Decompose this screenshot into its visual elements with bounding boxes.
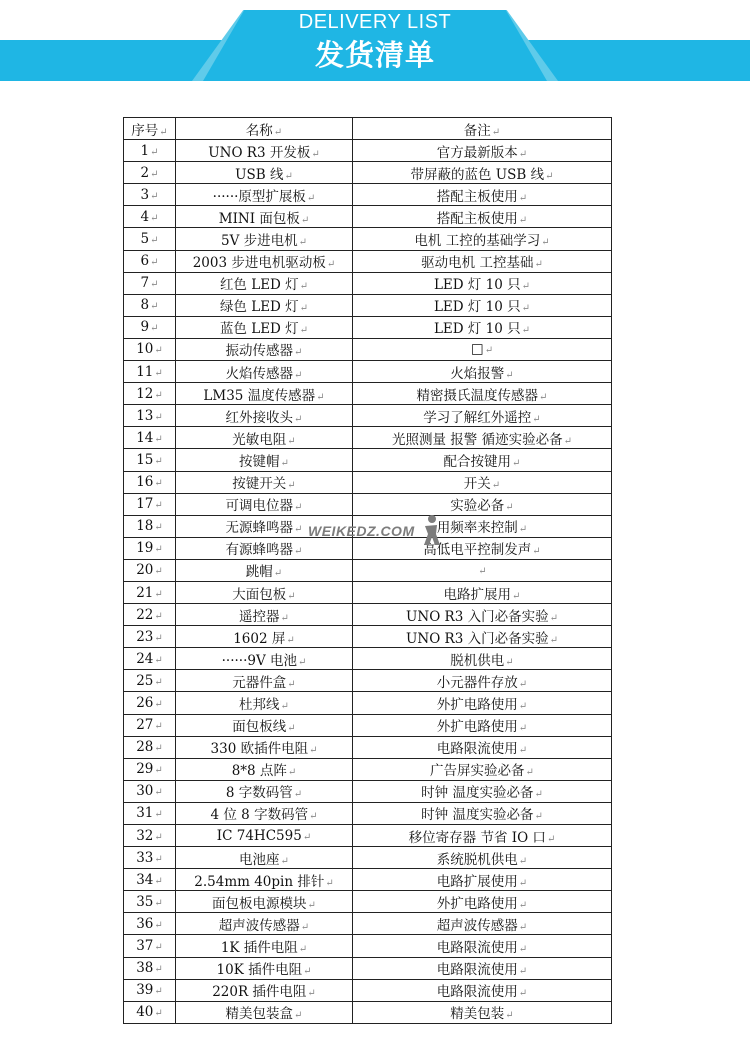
item-note: 电路限流使用↵: [353, 979, 612, 1001]
return-mark-icon: ↵: [309, 811, 318, 823]
return-mark-icon: ↵: [280, 855, 289, 867]
return-mark-icon: ↵: [307, 988, 316, 1000]
item-note: 外扩电路使用↵: [353, 714, 612, 736]
item-name: 5V 步进电机↵: [176, 228, 353, 250]
row-index: 26↵: [124, 692, 176, 714]
return-mark-icon: ↵: [518, 723, 528, 735]
table-row: [124, 405, 612, 427]
return-mark-icon: ↵: [505, 369, 514, 381]
item-name: 1602 屏↵: [176, 626, 353, 648]
table-row: [124, 316, 612, 338]
return-mark-icon: ↵: [150, 323, 159, 335]
row-index: 1↵: [124, 140, 176, 162]
return-mark-icon: ↵: [539, 391, 548, 403]
item-name: 按键帽↵: [176, 449, 353, 471]
table-row: [124, 891, 612, 913]
return-mark-icon: ↵: [478, 566, 487, 578]
row-index: 13↵: [124, 405, 176, 427]
return-mark-icon: ↵: [505, 656, 514, 668]
table-row: [124, 361, 612, 383]
return-mark-icon: ↵: [154, 544, 163, 556]
return-mark-icon: ↵: [154, 853, 163, 865]
item-name: 精美包装盒↵: [176, 1001, 353, 1023]
col-header-index: 序号↵: [124, 118, 176, 140]
item-note: 火焰报警↵: [353, 361, 612, 383]
table-row: [124, 449, 612, 471]
return-mark-icon: ↵: [518, 988, 528, 1000]
table-row: [124, 162, 612, 184]
item-note: 驱动电机 工控基础↵: [353, 250, 612, 272]
table-row: [124, 847, 612, 869]
table-row: [124, 206, 612, 228]
return-mark-icon: ↵: [287, 723, 296, 735]
return-mark-icon: ↵: [505, 1010, 514, 1022]
return-mark-icon: ↵: [298, 656, 307, 668]
return-mark-icon: ↵: [303, 966, 312, 978]
row-index: 2↵: [124, 162, 176, 184]
row-index: 4↵: [124, 206, 176, 228]
return-mark-icon: ↵: [484, 345, 494, 357]
item-name: 元器件盒↵: [176, 670, 353, 692]
return-mark-icon: ↵: [154, 367, 163, 379]
table-row: [124, 979, 612, 1001]
item-name: 2003 步进电机驱动板↵: [176, 250, 353, 272]
return-mark-icon: ↵: [154, 610, 163, 622]
item-name: 面包板线↵: [176, 714, 353, 736]
item-note: UNO R3 入门必备实验↵: [353, 604, 612, 626]
return-mark-icon: ↵: [300, 214, 310, 226]
return-mark-icon: ↵: [280, 612, 289, 624]
return-mark-icon: ↵: [154, 809, 163, 821]
watermark: [306, 514, 446, 546]
item-note: 高低电平控制发声↵: [353, 537, 612, 559]
row-index: 22↵: [124, 604, 176, 626]
return-mark-icon: ↵: [154, 389, 163, 401]
return-mark-icon: ↵: [294, 347, 303, 359]
item-name: 蓝色 LED 灯↵: [176, 316, 353, 338]
return-mark-icon: ↵: [154, 787, 163, 799]
return-mark-icon: ↵: [154, 654, 163, 666]
table-row: [124, 758, 612, 780]
return-mark-icon: ↵: [287, 435, 296, 447]
return-mark-icon: ↵: [298, 944, 308, 956]
return-mark-icon: ↵: [154, 897, 163, 909]
item-name: 无源蜂鸣器↵: [176, 515, 353, 537]
row-index: 16↵: [124, 471, 176, 493]
return-mark-icon: ↵: [518, 214, 528, 226]
item-name: 面包板电源模块↵: [176, 891, 353, 913]
item-name: 红色 LED 灯↵: [176, 272, 353, 294]
return-mark-icon: ↵: [512, 590, 521, 602]
table-body: [124, 140, 612, 1024]
table-row: [124, 802, 612, 824]
return-mark-icon: ↵: [154, 721, 163, 733]
row-index: 28↵: [124, 736, 176, 758]
item-name: 有源蜂鸣器↵: [176, 537, 353, 559]
return-mark-icon: ↵: [154, 765, 163, 777]
item-name: IC 74HC595↵: [176, 825, 353, 847]
item-name: ······9V 电池↵: [176, 648, 353, 670]
item-name: 振动传感器↵: [176, 338, 353, 360]
item-name: 10K 插件电阻↵: [176, 957, 353, 979]
item-note: 带屏蔽的蓝色 USB 线↵: [353, 162, 612, 184]
table-row: [124, 272, 612, 294]
item-name: 8*8 点阵↵: [176, 758, 353, 780]
table-row: [124, 692, 612, 714]
row-index: 30↵: [124, 780, 176, 802]
item-note: 电路扩展用↵: [353, 581, 612, 603]
return-mark-icon: ↵: [154, 522, 163, 534]
item-note: 外扩电路使用↵: [353, 692, 612, 714]
return-mark-icon: ↵: [518, 745, 528, 757]
return-mark-icon: ↵: [150, 212, 159, 224]
table-row: [124, 869, 612, 891]
item-note: 精密摄氏温度传感器↵: [353, 383, 612, 405]
return-mark-icon: ↵: [286, 634, 295, 646]
return-mark-icon: ↵: [306, 192, 316, 204]
return-mark-icon: ↵: [325, 877, 334, 889]
return-mark-icon: ↵: [307, 899, 316, 911]
table-row: [124, 626, 612, 648]
item-name: 火焰传感器↵: [176, 361, 353, 383]
return-mark-icon: ↵: [534, 811, 543, 823]
row-index: 3↵: [124, 184, 176, 206]
return-mark-icon: ↵: [287, 590, 296, 602]
return-mark-icon: ↵: [299, 325, 309, 337]
item-note: LED 灯 10 只↵: [353, 272, 612, 294]
row-index: 14↵: [124, 427, 176, 449]
item-note: 系统脱机供电↵: [353, 847, 612, 869]
table-row: [124, 140, 612, 162]
return-mark-icon: ↵: [518, 700, 528, 712]
return-mark-icon: ↵: [287, 678, 296, 690]
row-index: 24↵: [124, 648, 176, 670]
return-mark-icon: ↵: [150, 146, 159, 158]
return-mark-icon: ↵: [532, 413, 541, 425]
table-row: [124, 427, 612, 449]
return-mark-icon: ↵: [154, 588, 163, 600]
table-row: [124, 493, 612, 515]
item-note: 电路限流使用↵: [353, 736, 612, 758]
table-row: [124, 957, 612, 979]
return-mark-icon: ↵: [302, 831, 312, 843]
item-name: 超声波传感器↵: [176, 913, 353, 935]
return-mark-icon: ↵: [287, 480, 296, 492]
item-note: 小元器件存放↵: [353, 670, 612, 692]
table-row: [124, 228, 612, 250]
table-row: [124, 604, 612, 626]
return-mark-icon: ↵: [525, 767, 534, 779]
item-note: 实验必备↵: [353, 493, 612, 515]
table-row: [124, 1001, 612, 1023]
row-index: 17↵: [124, 493, 176, 515]
row-index: 18↵: [124, 515, 176, 537]
return-mark-icon: ↵: [505, 502, 514, 514]
row-index: 9↵: [124, 316, 176, 338]
item-note: 用频率来控制↵: [353, 515, 612, 537]
item-name: 可调电位器↵: [176, 493, 353, 515]
row-index: 32↵: [124, 825, 176, 847]
return-mark-icon: ↵: [280, 457, 289, 469]
item-name: 杜邦线↵: [176, 692, 353, 714]
return-mark-icon: ↵: [154, 743, 163, 755]
item-note: 超声波传感器↵: [353, 913, 612, 935]
return-mark-icon: ↵: [521, 325, 531, 337]
return-mark-icon: ↵: [546, 833, 556, 845]
table-row: [124, 825, 612, 847]
table-row: [124, 648, 612, 670]
return-mark-icon: ↵: [154, 942, 163, 954]
row-index: 25↵: [124, 670, 176, 692]
item-name: 红外接收头↵: [176, 405, 353, 427]
item-name: 光敏电阻↵: [176, 427, 353, 449]
return-mark-icon: ↵: [299, 303, 309, 315]
item-note: 电路限流使用↵: [353, 957, 612, 979]
table-row: [124, 913, 612, 935]
return-mark-icon: ↵: [154, 964, 163, 976]
return-mark-icon: ↵: [541, 237, 550, 249]
table-row: [124, 935, 612, 957]
table-row: [124, 338, 612, 360]
return-mark-icon: ↵: [518, 899, 528, 911]
return-mark-icon: ↵: [309, 745, 318, 757]
return-mark-icon: ↵: [518, 921, 528, 933]
return-mark-icon: ↵: [294, 524, 303, 536]
return-mark-icon: ↵: [326, 259, 336, 271]
return-mark-icon: ↵: [311, 148, 320, 160]
return-mark-icon: ↵: [154, 433, 163, 445]
item-note: 电路限流使用↵: [353, 935, 612, 957]
row-index: 40↵: [124, 1001, 176, 1023]
row-index: 33↵: [124, 847, 176, 869]
row-index: 35↵: [124, 891, 176, 913]
row-index: 39↵: [124, 979, 176, 1001]
table-row: [124, 780, 612, 802]
item-note: 配合按键用↵: [353, 449, 612, 471]
row-index: 21↵: [124, 581, 176, 603]
table-row: [124, 383, 612, 405]
return-mark-icon: ↵: [545, 170, 554, 182]
item-note: 精美包装↵: [353, 1001, 612, 1023]
return-mark-icon: ↵: [154, 875, 163, 887]
return-mark-icon: ↵: [549, 634, 558, 646]
item-note: 外扩电路使用↵: [353, 891, 612, 913]
item-name: 8 字数码管↵: [176, 780, 353, 802]
row-index: 20↵: [124, 559, 176, 581]
return-mark-icon: ↵: [299, 281, 309, 293]
watermark-text: WEIKEDZ.COM: [308, 523, 415, 539]
table-row: [124, 581, 612, 603]
item-name: 330 欧插件电阻↵: [176, 736, 353, 758]
row-index: 29↵: [124, 758, 176, 780]
return-mark-icon: ↵: [154, 566, 163, 578]
return-mark-icon: ↵: [518, 877, 528, 889]
return-mark-icon: ↵: [273, 126, 283, 138]
return-mark-icon: ↵: [518, 524, 528, 536]
return-mark-icon: ↵: [532, 546, 541, 558]
return-mark-icon: ↵: [154, 676, 163, 688]
return-mark-icon: ↵: [293, 789, 303, 801]
item-name: 跳帽↵: [176, 559, 353, 581]
table-row: [124, 670, 612, 692]
return-mark-icon: ↵: [154, 919, 163, 931]
return-mark-icon: ↵: [154, 1008, 163, 1020]
item-name: 按键开关↵: [176, 471, 353, 493]
row-index: 31↵: [124, 802, 176, 824]
table-row: [124, 250, 612, 272]
row-index: 8↵: [124, 294, 176, 316]
row-index: 11↵: [124, 361, 176, 383]
item-name: 4 位 8 字数码管↵: [176, 802, 353, 824]
item-note: 脱机供电↵: [353, 648, 612, 670]
return-mark-icon: ↵: [534, 259, 543, 271]
return-mark-icon: ↵: [150, 257, 159, 269]
item-note: 搭配主板使用↵: [353, 184, 612, 206]
item-name: 大面包板↵: [176, 581, 353, 603]
return-mark-icon: ↵: [534, 789, 543, 801]
item-name: 2.54mm 40pin 排针↵: [176, 869, 353, 891]
item-note: 开关↵: [353, 471, 612, 493]
return-mark-icon: ↵: [150, 190, 159, 202]
row-index: 5↵: [124, 228, 176, 250]
return-mark-icon: ↵: [563, 435, 572, 447]
table-row: [124, 471, 612, 493]
item-note: 官方最新版本↵: [353, 140, 612, 162]
row-index: 36↵: [124, 913, 176, 935]
return-mark-icon: ↵: [491, 480, 501, 492]
return-mark-icon: ↵: [284, 170, 293, 182]
return-mark-icon: ↵: [518, 148, 528, 160]
return-mark-icon: ↵: [280, 700, 289, 712]
table-row: [124, 559, 612, 581]
item-note: 电机 工控的基础学习↵: [353, 228, 612, 250]
header-banner: [0, 0, 750, 100]
row-index: 37↵: [124, 935, 176, 957]
row-index: 12↵: [124, 383, 176, 405]
row-index: 23↵: [124, 626, 176, 648]
return-mark-icon: ↵: [154, 632, 163, 644]
return-mark-icon: ↵: [518, 192, 528, 204]
return-mark-icon: ↵: [518, 678, 528, 690]
item-name: 绿色 LED 灯↵: [176, 294, 353, 316]
title-zh: 发货清单: [314, 38, 435, 72]
item-note: 时钟 温度实验必备↵: [353, 802, 612, 824]
delivery-table: [123, 117, 612, 1024]
table-row: [124, 736, 612, 758]
return-mark-icon: ↵: [518, 944, 528, 956]
item-note: 时钟 温度实验必备↵: [353, 780, 612, 802]
item-note: 学习了解红外遥控↵: [353, 405, 612, 427]
return-mark-icon: ↵: [521, 281, 531, 293]
return-mark-icon: ↵: [154, 455, 163, 467]
return-mark-icon: ↵: [154, 698, 163, 710]
item-name: 1K 插件电阻↵: [176, 935, 353, 957]
return-mark-icon: ↵: [294, 369, 303, 381]
return-mark-icon: ↵: [150, 168, 159, 180]
item-note: UNO R3 入门必备实验↵: [353, 626, 612, 648]
item-note: 光照测量 报警 循迹实验必备↵: [353, 427, 612, 449]
return-mark-icon: ↵: [316, 391, 325, 403]
col-header-name: 名称↵: [176, 118, 353, 140]
return-mark-icon: ↵: [154, 500, 163, 512]
return-mark-icon: ↵: [154, 831, 163, 843]
item-name: USB 线↵: [176, 162, 353, 184]
item-name: MINI 面包板↵: [176, 206, 353, 228]
table-row: [124, 184, 612, 206]
table-row: [124, 714, 612, 736]
return-mark-icon: ↵: [150, 235, 159, 247]
row-index: 19↵: [124, 537, 176, 559]
item-name: LM35 温度传感器↵: [176, 383, 353, 405]
item-name: UNO R3 开发板↵: [176, 140, 353, 162]
item-note: □↵: [353, 338, 612, 360]
title-en: DELIVERY LIST: [298, 11, 452, 33]
table-row: [124, 294, 612, 316]
row-index: 10↵: [124, 338, 176, 360]
return-mark-icon: ↵: [518, 855, 528, 867]
return-mark-icon: ↵: [273, 568, 283, 580]
return-mark-icon: ↵: [150, 279, 159, 291]
return-mark-icon: ↵: [549, 612, 558, 624]
return-mark-icon: ↵: [159, 126, 168, 138]
item-note: 搭配主板使用↵: [353, 206, 612, 228]
item-note: 广告屏实验必备↵: [353, 758, 612, 780]
return-mark-icon: ↵: [287, 767, 297, 779]
item-name: 220R 插件电阻↵: [176, 979, 353, 1001]
table-header-row: [124, 118, 612, 140]
row-index: 27↵: [124, 714, 176, 736]
watermark-figure-icon: [419, 514, 443, 546]
return-mark-icon: ↵: [154, 478, 163, 490]
item-name: 电池座↵: [176, 847, 353, 869]
item-note: [353, 559, 612, 581]
row-index: 15↵: [124, 449, 176, 471]
return-mark-icon: ↵: [491, 126, 501, 138]
row-index: 6↵: [124, 250, 176, 272]
row-index: 38↵: [124, 957, 176, 979]
return-mark-icon: ↵: [300, 921, 310, 933]
row-index: 7↵: [124, 272, 176, 294]
item-note: LED 灯 10 只↵: [353, 294, 612, 316]
item-note: 移位寄存器 节省 IO 口↵: [353, 825, 612, 847]
return-mark-icon: ↵: [294, 413, 303, 425]
return-mark-icon: ↵: [154, 986, 163, 998]
return-mark-icon: ↵: [512, 457, 521, 469]
row-index: 34↵: [124, 869, 176, 891]
return-mark-icon: ↵: [298, 237, 308, 249]
return-mark-icon: ↵: [518, 966, 528, 978]
return-mark-icon: ↵: [294, 546, 303, 558]
return-mark-icon: ↵: [150, 301, 159, 313]
return-mark-icon: ↵: [294, 1010, 303, 1022]
return-mark-icon: ↵: [154, 411, 163, 423]
return-mark-icon: ↵: [294, 502, 303, 514]
item-name: ······原型扩展板↵: [176, 184, 353, 206]
return-mark-icon: ↵: [154, 345, 163, 357]
return-mark-icon: ↵: [521, 303, 531, 315]
item-note: 电路扩展使用↵: [353, 869, 612, 891]
item-name: 遥控器↵: [176, 604, 353, 626]
item-note: LED 灯 10 只↵: [353, 316, 612, 338]
col-header-note: 备注↵: [353, 118, 612, 140]
